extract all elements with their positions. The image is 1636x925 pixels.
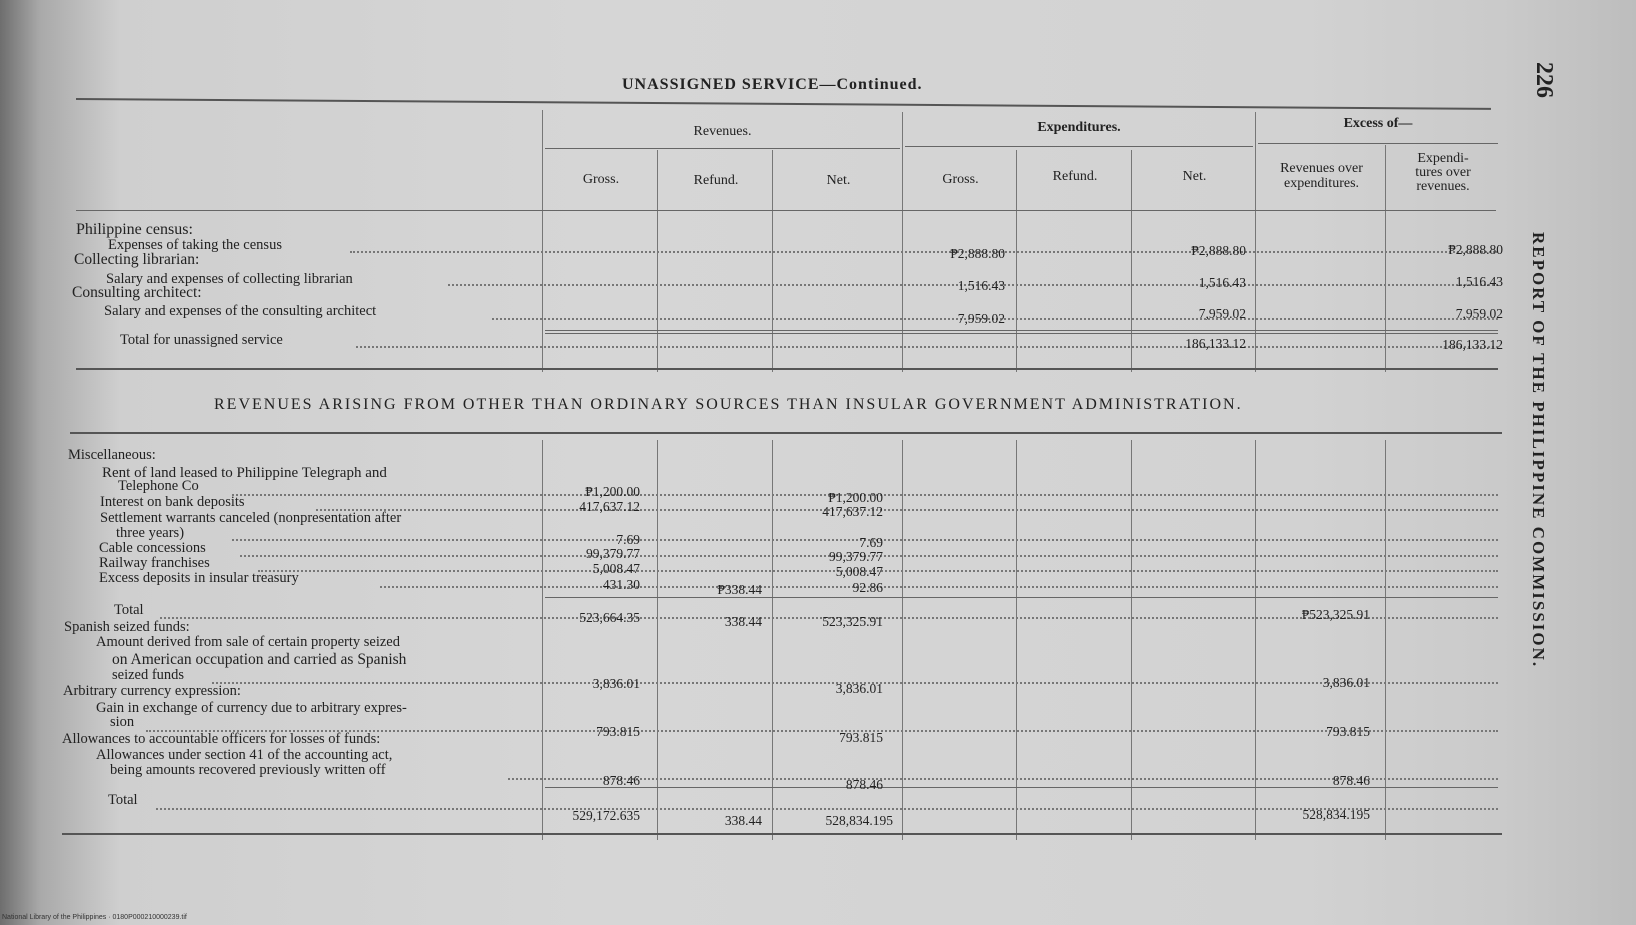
cell-grand-net: 528,834.195 bbox=[825, 813, 893, 828]
label-expenses-census: Expenses of taking the census bbox=[108, 237, 282, 253]
rule bbox=[76, 98, 1491, 110]
header-rev-over-exp-l1: Revenues over bbox=[1280, 161, 1363, 176]
header-exp-refund: Refund. bbox=[1052, 169, 1098, 184]
label-salary-architect: Salary and expenses of the consulting architect bbox=[104, 303, 377, 319]
rule bbox=[905, 146, 1253, 147]
col-divider bbox=[1255, 440, 1256, 840]
cell-gain-excess: 793.815 bbox=[1326, 724, 1370, 739]
cell-gain-net: 793.815 bbox=[839, 730, 883, 745]
cell-spanish-net: 3,836.01 bbox=[835, 681, 883, 696]
cell-total-misc-excess: ₱523,325.91 bbox=[1301, 607, 1370, 622]
col-divider bbox=[772, 440, 773, 840]
cell-allow-excess: 878.46 bbox=[1332, 773, 1370, 788]
cell-rent-net: ₱1,200.00 bbox=[828, 490, 883, 505]
cell-spanish-excess: 3,836.01 bbox=[1322, 675, 1370, 690]
col-divider bbox=[542, 110, 543, 372]
label-rent-l2: Telephone Co bbox=[118, 478, 199, 494]
col-divider bbox=[902, 440, 903, 840]
cell-allow-net: 878.46 bbox=[845, 777, 883, 792]
cell-spanish-gross: 3,836.01 bbox=[592, 676, 640, 691]
cell-architect-excess: 7,959.02 bbox=[1455, 306, 1503, 321]
cell-total-net: 186,133.12 bbox=[1185, 336, 1246, 351]
header-exp-over-rev-l2: tures over bbox=[1415, 165, 1471, 180]
label-allow-l1: Allowances under section 41 of the accounting act, bbox=[96, 747, 393, 763]
header-excess-of: Excess of— bbox=[1343, 116, 1413, 131]
rule bbox=[76, 210, 1496, 211]
page-number: 226 bbox=[1531, 62, 1557, 98]
section1-title: UNASSIGNED SERVICE—Continued. bbox=[622, 76, 923, 93]
rule bbox=[70, 432, 1502, 434]
rule bbox=[545, 148, 900, 149]
header-rev-net: Net. bbox=[826, 173, 851, 188]
header-rev-refund: Refund. bbox=[693, 173, 739, 188]
header-rev-over-exp-l2: expenditures. bbox=[1283, 176, 1360, 191]
header-exp-net: Net. bbox=[1182, 169, 1207, 184]
label-grand-total: Total bbox=[108, 792, 138, 808]
cell-librarian-net: 1,516.43 bbox=[1198, 275, 1246, 290]
cell-total-excess: 186,133.12 bbox=[1442, 337, 1503, 352]
cell-census-exp-net: ₱2,888.80 bbox=[1191, 243, 1246, 258]
label-total-unassigned: Total for unassigned service bbox=[120, 332, 283, 348]
cell-excess-net: 92.86 bbox=[852, 580, 883, 595]
header-exp-over-rev bbox=[1388, 152, 1498, 194]
cell-grand-gross: 529,172.635 bbox=[572, 808, 640, 823]
col-divider bbox=[657, 150, 658, 372]
rule bbox=[1258, 143, 1498, 144]
header-exp-gross: Gross. bbox=[942, 172, 979, 187]
rule bbox=[545, 330, 1498, 331]
label-philippine-census: Philippine census: bbox=[76, 221, 193, 238]
cell-cable-gross: 99,379.77 bbox=[586, 546, 640, 561]
col-divider bbox=[1131, 440, 1132, 840]
col-divider bbox=[657, 440, 658, 840]
cell-cable-net: 99,379.77 bbox=[829, 549, 883, 564]
cell-census-excess: ₱2,888.80 bbox=[1448, 242, 1503, 257]
cell-settlement-net: 7.69 bbox=[859, 535, 883, 550]
cell-total-misc-gross: 523,664.35 bbox=[579, 610, 640, 625]
label-allow-l2: being amounts recovered previously written off bbox=[110, 762, 386, 778]
cell-rent-gross: ₱1,200.00 bbox=[585, 484, 640, 499]
rule bbox=[62, 833, 1502, 835]
header-rev-over-exp bbox=[1258, 161, 1385, 191]
cell-excess-gross: 431.30 bbox=[602, 577, 640, 592]
cell-architect-net: 7,959.02 bbox=[1198, 306, 1246, 321]
cell-total-misc-refund: 338.44 bbox=[724, 614, 762, 629]
leader bbox=[316, 509, 1498, 511]
col-divider bbox=[1016, 150, 1017, 372]
rule bbox=[76, 368, 1498, 370]
cell-allow-gross: 878.46 bbox=[602, 773, 640, 788]
label-amount-l2: on American occupation and carried as Spanish bbox=[112, 651, 407, 668]
rule bbox=[545, 333, 1498, 334]
label-allowances: Allowances to accountable officers for losses of funds: bbox=[62, 731, 381, 747]
label-railway: Railway franchises bbox=[99, 555, 210, 571]
label-gain-l1: Gain in exchange of currency due to arbitrary expres- bbox=[96, 700, 407, 716]
cell-interest-gross: 417,637.12 bbox=[579, 499, 640, 514]
cell-librarian-gross: 1,516.43 bbox=[957, 278, 1005, 293]
col-divider bbox=[542, 440, 543, 840]
header-exp-over-rev-l3: revenues. bbox=[1416, 179, 1470, 194]
scan-footer: National Library of the Philippines · 0180P000210000239.tif bbox=[2, 914, 187, 921]
cell-librarian-excess: 1,516.43 bbox=[1455, 274, 1503, 289]
cell-interest-net: 417,637.12 bbox=[822, 504, 883, 519]
label-cable: Cable concessions bbox=[99, 540, 206, 556]
label-settlement-l1: Settlement warrants canceled (nonpresentation after bbox=[100, 510, 402, 526]
header-exp-over-rev-l1: Expendi- bbox=[1417, 151, 1469, 166]
cell-settlement-gross: 7.69 bbox=[616, 532, 640, 547]
col-divider bbox=[772, 150, 773, 372]
header-expenditures: Expenditures. bbox=[1037, 120, 1121, 135]
cell-total-misc-net: 523,325.91 bbox=[822, 614, 883, 629]
label-arbitrary: Arbitrary currency expression: bbox=[63, 683, 241, 699]
label-spanish: Spanish seized funds: bbox=[64, 619, 190, 635]
cell-railway-gross: 5,008.47 bbox=[592, 561, 640, 576]
label-amount-l1: Amount derived from sale of certain property seized bbox=[96, 634, 400, 650]
cell-excess-refund: ₱338.44 bbox=[717, 582, 762, 597]
cell-grand-refund: 338.44 bbox=[724, 813, 762, 828]
label-miscellaneous: Miscellaneous: bbox=[68, 447, 156, 463]
header-rev-gross: Gross. bbox=[582, 172, 620, 187]
label-gain-l2: sion bbox=[110, 714, 135, 730]
cell-census-exp-gross: ₱2,888.80 bbox=[950, 246, 1005, 261]
label-rent-l1: Rent of land leased to Philippine Telegraph and bbox=[102, 465, 387, 481]
cell-gain-gross: 793.815 bbox=[596, 724, 640, 739]
leader bbox=[356, 346, 1498, 348]
label-collecting-librarian: Collecting librarian: bbox=[74, 251, 200, 268]
label-salary-librarian: Salary and expenses of collecting librarian bbox=[106, 271, 353, 287]
cell-architect-gross: 7,959.02 bbox=[957, 311, 1005, 326]
col-divider bbox=[1385, 145, 1386, 372]
label-excess-deposits: Excess deposits in insular treasury bbox=[99, 570, 299, 586]
label-settlement-l2: three years) bbox=[116, 525, 185, 541]
label-interest: Interest on bank deposits bbox=[100, 494, 245, 510]
header-revenues: Revenues. bbox=[693, 124, 752, 139]
section2-title: REVENUES ARISING FROM OTHER THAN ORDINARY SOURCES THAN INSULAR GOVERNMENT ADMINISTRATION. bbox=[214, 396, 1243, 413]
cell-railway-net: 5,008.47 bbox=[835, 564, 883, 579]
label-amount-l3: seized funds bbox=[112, 667, 185, 683]
col-divider bbox=[1016, 440, 1017, 840]
col-divider bbox=[1131, 150, 1132, 372]
col-divider bbox=[1385, 440, 1386, 840]
label-consulting-architect: Consulting architect: bbox=[72, 284, 202, 301]
label-total-misc: Total bbox=[114, 602, 144, 618]
running-head: REPORT OF THE PHILIPPINE COMMISSION. bbox=[1529, 232, 1548, 669]
cell-grand-excess: 528,834.195 bbox=[1302, 807, 1370, 822]
